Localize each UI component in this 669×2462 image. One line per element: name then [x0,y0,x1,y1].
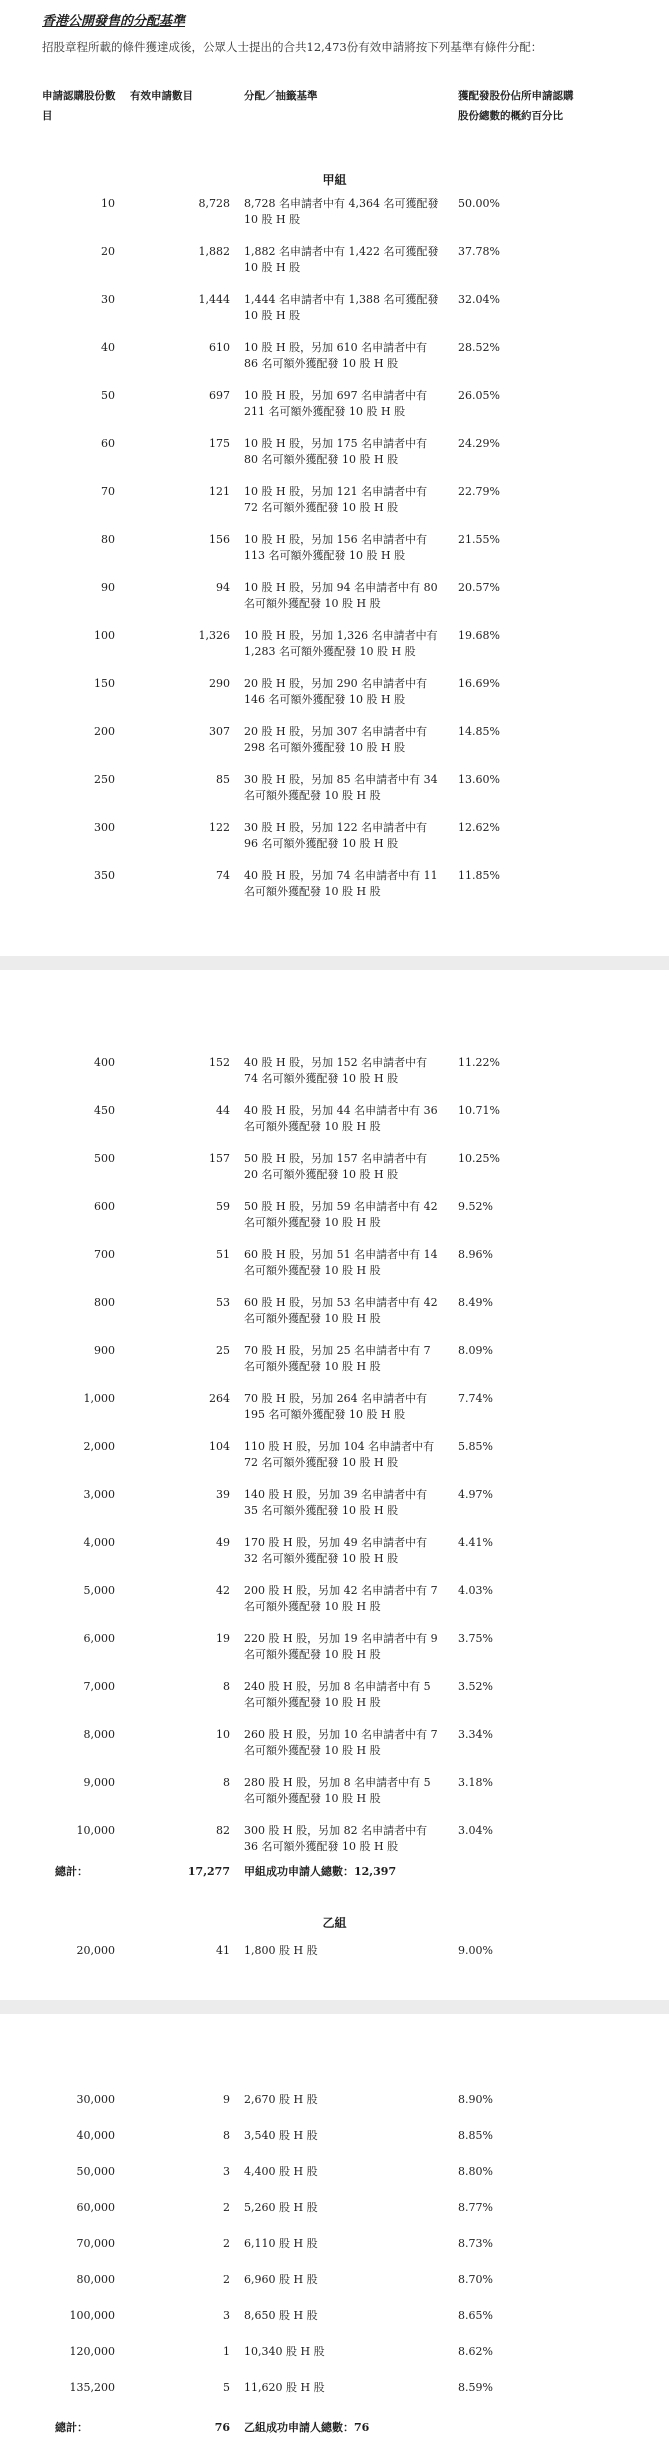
allocation-percentage: 11.85% [458,869,500,882]
shares-applied: 50 [101,389,115,402]
allocation-percentage: 14.85% [458,725,500,738]
allocation-basis: 50 股 H 股，另加 59 名申請者中有 42 名可額外獲配發 10 股 H 股 [244,1200,438,1229]
page-gap [0,956,669,970]
allocation-percentage: 3.75% [458,1632,493,1645]
allocation-basis: 40 股 H 股，另加 74 名申請者中有 11 名可額外獲配發 10 股 H 股 [244,869,438,898]
valid-applications: 175 [209,437,230,450]
valid-applications: 41 [216,1944,230,1957]
allocation-percentage: 8.49% [458,1296,493,1309]
valid-applications: 9 [223,2093,230,2106]
shares-applied: 100,000 [69,2309,115,2322]
valid-applications: 94 [216,581,230,594]
allocation-basis: 1,444 名申請者中有 1,388 名可獲配發 10 股 H 股 [244,293,439,322]
shares-applied: 80,000 [76,2273,115,2286]
shares-applied: 80 [101,533,115,546]
allocation-basis: 200 股 H 股，另加 42 名申請者中有 7 名可額外獲配發 10 股 H 股 [244,1584,438,1613]
column-header-count: 有效申請數目 [130,90,193,102]
valid-applications: 25 [216,1344,230,1357]
shares-applied: 250 [94,773,115,786]
allocation-basis: 6,960 股 H 股 [244,2273,318,2286]
valid-applications: 85 [216,773,230,786]
allocation-basis: 10 股 H 股，另加 156 名申請者中有 113 名可額外獲配發 10 股 H 股 [244,533,428,562]
column-header-shares: 申請認購股份數目 [42,90,116,122]
shares-applied: 400 [94,1056,115,1069]
shares-applied: 4,000 [83,1536,115,1549]
valid-applications: 3 [223,2165,230,2178]
allocation-percentage: 4.97% [458,1488,493,1501]
valid-applications: 697 [209,389,230,402]
total-label: 總計： [55,2421,88,2434]
allocation-percentage: 8.09% [458,1344,493,1357]
valid-applications: 156 [209,533,230,546]
shares-applied: 6,000 [83,1632,115,1645]
allocation-basis: 10 股 H 股，另加 121 名申請者中有 72 名可額外獲配發 10 股 H 股 [244,485,428,514]
allocation-basis: 10 股 H 股，另加 1,326 名申請者中有 1,283 名可額外獲配發 10 股 H 股 [244,629,438,658]
allocation-percentage: 8.73% [458,2237,493,2250]
valid-applications: 49 [216,1536,230,1549]
shares-applied: 300 [94,821,115,834]
valid-applications: 104 [209,1440,230,1453]
valid-applications: 121 [209,485,230,498]
column-header-pct: 獲配發股份佔所申請認購股份總數的概約百分比 [458,90,574,122]
allocation-percentage: 8.70% [458,2273,493,2286]
allocation-basis: 30 股 H 股，另加 122 名申請者中有 96 名可額外獲配發 10 股 H 股 [244,821,428,850]
allocation-basis: 240 股 H 股，另加 8 名申請者中有 5 名可額外獲配發 10 股 H 股 [244,1680,431,1709]
shares-applied: 30 [101,293,115,306]
allocation-percentage: 19.68% [458,629,500,642]
allocation-basis: 220 股 H 股，另加 19 名申請者中有 9 名可額外獲配發 10 股 H 股 [244,1632,438,1661]
allocation-percentage: 4.03% [458,1584,493,1597]
allocation-percentage: 3.52% [458,1680,493,1693]
valid-applications: 1,882 [198,245,230,258]
valid-applications: 5 [223,2381,230,2394]
valid-applications: 42 [216,1584,230,1597]
allocation-percentage: 4.41% [458,1536,493,1549]
shares-applied: 450 [94,1104,115,1117]
document-header [42,10,652,55]
allocation-basis: 300 股 H 股，另加 82 名申請者中有 36 名可額外獲配發 10 股 H 股 [244,1824,428,1853]
shares-applied: 20 [101,245,115,258]
shares-applied: 20,000 [76,1944,115,1957]
valid-applications: 51 [216,1248,230,1261]
valid-applications: 19 [216,1632,230,1645]
shares-applied: 9,000 [83,1776,115,1789]
valid-applications: 74 [216,869,230,882]
shares-applied: 10,000 [76,1824,115,1837]
allocation-percentage: 16.69% [458,677,500,690]
allocation-percentage: 9.00% [458,1944,493,1957]
allocation-percentage: 10.71% [458,1104,500,1117]
allocation-basis: 70 股 H 股，另加 264 名申請者中有 195 名可額外獲配發 10 股 H 股 [244,1392,428,1421]
shares-applied: 70,000 [76,2237,115,2250]
allocation-basis: 10 股 H 股，另加 610 名申請者中有 86 名可額外獲配發 10 股 H 股 [244,341,428,370]
valid-applications: 307 [209,725,230,738]
allocation-basis: 2,670 股 H 股 [244,2093,318,2106]
allocation-percentage: 32.04% [458,293,500,306]
shares-applied: 100 [94,629,115,642]
allocation-percentage: 9.52% [458,1200,493,1213]
allocation-basis: 1,882 名申請者中有 1,422 名可獲配發 10 股 H 股 [244,245,439,274]
shares-applied: 700 [94,1248,115,1261]
allocation-basis: 140 股 H 股，另加 39 名申請者中有 35 名可額外獲配發 10 股 H 股 [244,1488,428,1517]
allocation-basis: 40 股 H 股，另加 44 名申請者中有 36 名可額外獲配發 10 股 H 股 [244,1104,438,1133]
valid-applications: 53 [216,1296,230,1309]
total-count: 76 [214,2421,230,2434]
shares-applied: 40,000 [76,2129,115,2142]
shares-applied: 70 [101,485,115,498]
group-title: 甲組 [322,173,347,187]
valid-applications: 39 [216,1488,230,1501]
valid-applications: 8 [223,2129,230,2142]
allocation-percentage: 37.78% [458,245,500,258]
shares-applied: 60,000 [76,2201,115,2214]
allocation-percentage: 3.18% [458,1776,493,1789]
allocation-basis: 10 股 H 股，另加 697 名申請者中有 211 名可額外獲配發 10 股 H 股 [244,389,428,418]
shares-applied: 900 [94,1344,115,1357]
valid-applications: 8,728 [198,197,230,210]
allocation-basis: 6,110 股 H 股 [244,2237,318,2250]
column-header-basis: 分配／抽籤基準 [244,90,318,102]
shares-applied: 350 [94,869,115,882]
shares-applied: 30,000 [76,2093,115,2106]
valid-applications: 2 [223,2273,230,2286]
valid-applications: 122 [209,821,230,834]
allocation-basis: 260 股 H 股，另加 10 名申請者中有 7 名可額外獲配發 10 股 H 股 [244,1728,438,1757]
allocation-basis: 50 股 H 股，另加 157 名申請者中有 20 名可額外獲配發 10 股 H 股 [244,1152,428,1181]
shares-applied: 500 [94,1152,115,1165]
allocation-basis: 10 股 H 股，另加 175 名申請者中有 80 名可額外獲配發 10 股 H 股 [244,437,428,466]
allocation-percentage: 8.62% [458,2345,493,2358]
valid-applications: 59 [216,1200,230,1213]
valid-applications: 157 [209,1152,230,1165]
valid-applications: 1,326 [198,629,230,642]
allocation-percentage: 5.85% [458,1440,493,1453]
allocation-basis: 11,620 股 H 股 [244,2381,325,2394]
shares-applied: 2,000 [83,1440,115,1453]
allocation-percentage: 26.05% [458,389,500,402]
shares-applied: 90 [101,581,115,594]
valid-applications: 10 [216,1728,230,1741]
allocation-percentage: 3.34% [458,1728,493,1741]
valid-applications: 44 [216,1104,230,1117]
allocation-basis: 20 股 H 股，另加 307 名申請者中有 298 名可額外獲配發 10 股 H 股 [244,725,428,754]
page-title: 香港公開發售的分配基準 [42,14,186,29]
valid-applications: 2 [223,2237,230,2250]
allocation-percentage: 8.96% [458,1248,493,1261]
shares-applied: 600 [94,1200,115,1213]
allocation-basis: 10,340 股 H 股 [244,2345,325,2358]
allocation-basis: 5,260 股 H 股 [244,2201,318,2214]
allocation-percentage: 11.22% [458,1056,500,1069]
allocation-percentage: 12.62% [458,821,500,834]
intro-text: 招股章程所載的條件獲達成後，公眾人士提出的合共12,473份有效申請將按下列基準有條件分配： [42,40,543,54]
allocation-basis: 1,800 股 H 股 [244,1944,318,1957]
allocation-basis: 10 股 H 股，另加 94 名申請者中有 80 名可額外獲配發 10 股 H 股 [244,581,438,610]
shares-applied: 200 [94,725,115,738]
valid-applications: 8 [223,1776,230,1789]
allocation-percentage: 8.90% [458,2093,493,2106]
shares-applied: 120,000 [69,2345,115,2358]
allocation-percentage: 8.59% [458,2381,493,2394]
page-gap [0,2000,669,2014]
valid-applications: 1 [223,2345,230,2358]
group-title: 乙組 [322,1916,347,1930]
total-label: 總計： [55,1865,88,1878]
allocation-percentage: 50.00% [458,197,500,210]
allocation-percentage: 8.65% [458,2309,493,2322]
allocation-percentage: 8.77% [458,2201,493,2214]
allocation-basis: 30 股 H 股，另加 85 名申請者中有 34 名可額外獲配發 10 股 H 股 [244,773,438,802]
shares-applied: 3,000 [83,1488,115,1501]
allocation-percentage: 8.85% [458,2129,493,2142]
shares-applied: 8,000 [83,1728,115,1741]
allocation-percentage: 21.55% [458,533,500,546]
allocation-basis: 280 股 H 股，另加 8 名申請者中有 5 名可額外獲配發 10 股 H 股 [244,1776,431,1805]
valid-applications: 152 [209,1056,230,1069]
allocation-basis: 8,728 名申請者中有 4,364 名可獲配發 10 股 H 股 [244,197,439,226]
allocation-basis: 40 股 H 股，另加 152 名申請者中有 74 名可額外獲配發 10 股 H 股 [244,1056,428,1085]
shares-applied: 50,000 [76,2165,115,2178]
allocation-basis: 3,540 股 H 股 [244,2129,318,2142]
shares-applied: 60 [101,437,115,450]
allocation-percentage: 22.79% [458,485,500,498]
total-count: 17,277 [187,1865,230,1878]
allocation-percentage: 20.57% [458,581,500,594]
allocation-basis: 8,650 股 H 股 [244,2309,318,2322]
valid-applications: 290 [209,677,230,690]
shares-applied: 10 [101,197,115,210]
shares-applied: 135,200 [69,2381,115,2394]
allocation-percentage: 28.52% [458,341,500,354]
allocation-basis: 20 股 H 股，另加 290 名申請者中有 146 名可額外獲配發 10 股 H 股 [244,677,428,706]
allocation-basis: 170 股 H 股，另加 49 名申請者中有 32 名可額外獲配發 10 股 H 股 [244,1536,428,1565]
allocation-percentage: 7.74% [458,1392,493,1405]
valid-applications: 610 [209,341,230,354]
allocation-basis: 4,400 股 H 股 [244,2165,318,2178]
shares-applied: 7,000 [83,1680,115,1693]
shares-applied: 1,000 [83,1392,115,1405]
valid-applications: 264 [209,1392,230,1405]
valid-applications: 3 [223,2309,230,2322]
shares-applied: 40 [101,341,115,354]
valid-applications: 1,444 [198,293,230,306]
allocation-percentage: 10.25% [458,1152,500,1165]
valid-applications: 2 [223,2201,230,2214]
allocation-percentage: 24.29% [458,437,500,450]
allocation-basis: 60 股 H 股，另加 51 名申請者中有 14 名可額外獲配發 10 股 H 股 [244,1248,438,1277]
shares-applied: 800 [94,1296,115,1309]
valid-applications: 82 [216,1824,230,1837]
allocation-percentage: 8.80% [458,2165,493,2178]
allocation-percentage: 3.04% [458,1824,493,1837]
column-headers [0,86,669,158]
total-summary: 乙組成功申請人總數：76 [244,2421,370,2434]
allocation-basis: 70 股 H 股，另加 25 名申請者中有 7 名可額外獲配發 10 股 H 股 [244,1344,431,1373]
shares-applied: 150 [94,677,115,690]
allocation-basis: 60 股 H 股，另加 53 名申請者中有 42 名可額外獲配發 10 股 H 股 [244,1296,438,1325]
shares-applied: 5,000 [83,1584,115,1597]
allocation-basis: 110 股 H 股，另加 104 名申請者中有 72 名可額外獲配發 10 股 H 股 [244,1440,435,1469]
total-summary: 甲組成功申請人總數：12,397 [244,1865,397,1878]
valid-applications: 8 [223,1680,230,1693]
allocation-percentage: 13.60% [458,773,500,786]
